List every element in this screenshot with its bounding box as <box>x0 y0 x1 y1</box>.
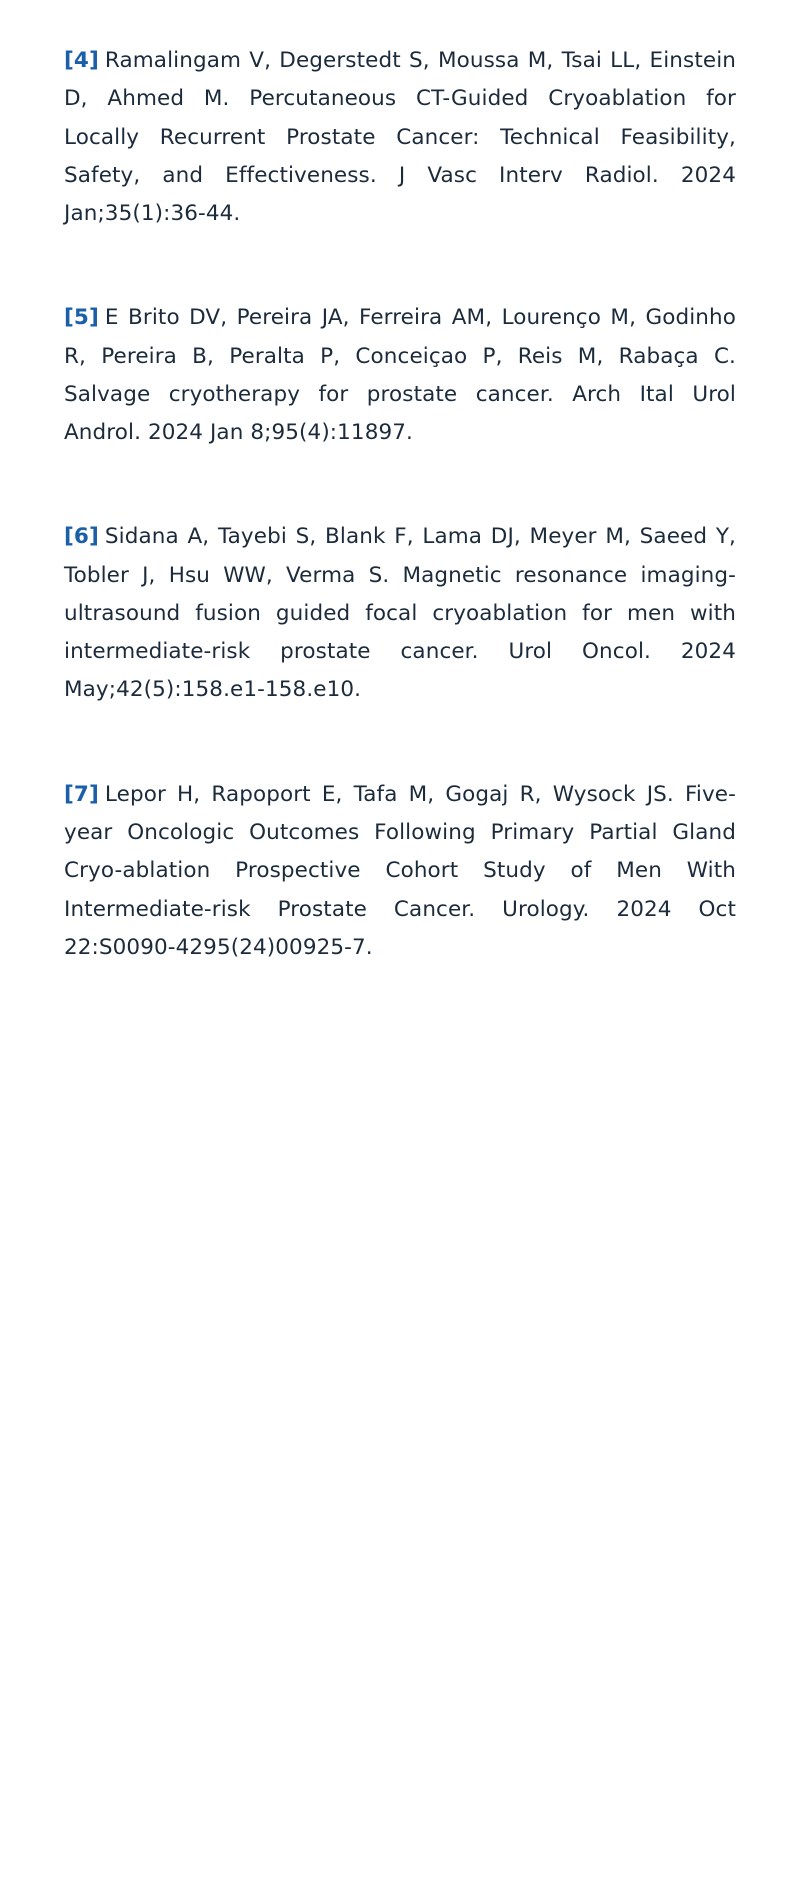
reference-text: E Brito DV, Pereira JA, Ferreira AM, Lourenço M, Godinho R, Pereira B, Peralta P, Conceiçao P, Reis M, Rabaça C. Salvage cryotherapy for prostate cancer. Arch Ital Urol Androl. 2024 Jan 8;95(4):11897. <box>64 305 736 446</box>
list-item <box>64 518 736 709</box>
reference-text: Sidana A, Tayebi S, Blank F, Lama DJ, Meyer M, Saeed Y, Tobler J, Hsu WW, Verma S. Magnetic resonance imaging-ultrasound fusion guided focal cryoablation for men with intermediate-risk prostate cancer. Urol Oncol. 2024 May;42(5):158.e1-158.e10. <box>64 524 736 703</box>
list-item <box>64 42 736 233</box>
reference-number: [7] <box>64 781 99 807</box>
list-item <box>64 299 736 452</box>
list-item <box>64 776 736 967</box>
reference-list <box>64 42 736 967</box>
reference-text: Ramalingam V, Degerstedt S, Moussa M, Tsai LL, Einstein D, Ahmed M. Percutaneous CT-Guided Cryoablation for Locally Recurrent Prostate Cancer: Technical Feasibility, Safety, and Effectiveness. J Vasc Interv Radiol. 2024 Jan;35(1):36-44. <box>64 48 736 227</box>
reference-number: [4] <box>64 48 99 73</box>
reference-number: [6] <box>64 524 99 550</box>
reference-text: Lepor H, Rapoport E, Tafa M, Gogaj R, Wysock JS. Five-year Oncologic Outcomes Following Primary Partial Gland Cryo-ablation Prospective Cohort Study of Men With Intermediate-risk Prostate Cancer. Urology. 2024 Oct 22:S0090-4295(24)00925-7. <box>64 781 736 960</box>
reference-number: [5] <box>64 305 99 331</box>
